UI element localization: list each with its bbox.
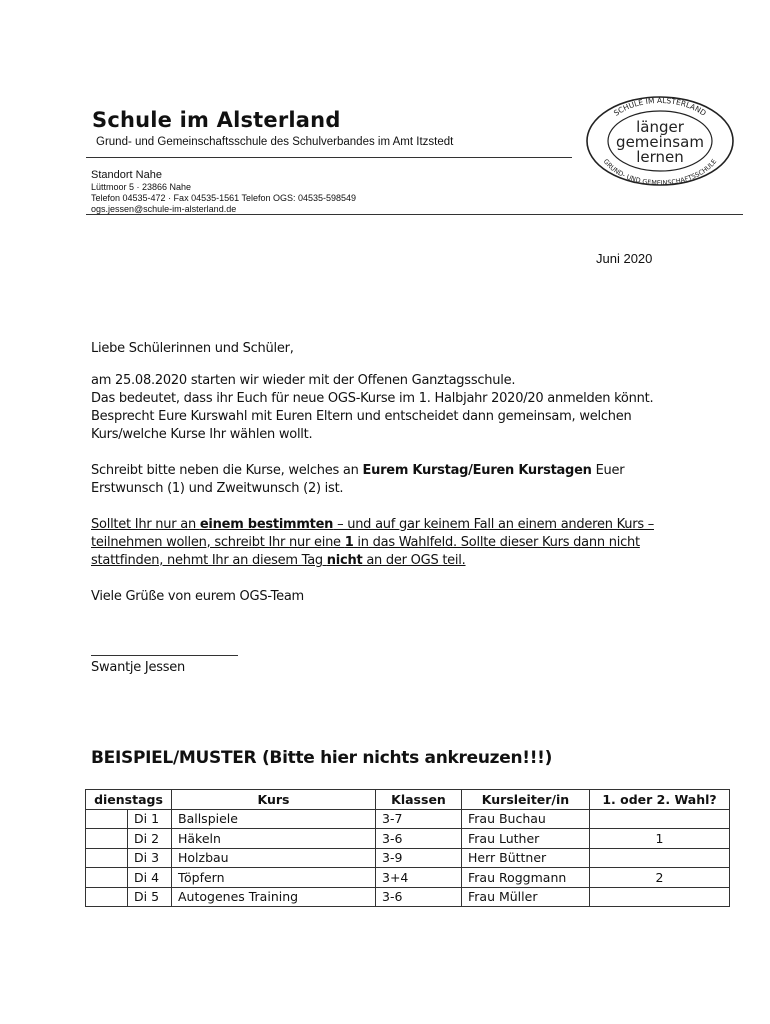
location-title: Standort Nahe (91, 169, 162, 181)
signature-name: Swantje Jessen (91, 660, 186, 675)
paragraph-line (91, 462, 681, 480)
text: an der OGS teil. (362, 553, 466, 568)
choice-cell: 2 (590, 868, 730, 888)
column-header-leader: Kursleiter/in (462, 790, 590, 810)
text: Schreibt bitte neben die Kurse, welches an (91, 463, 363, 478)
table-header-row (86, 790, 730, 810)
course-cell: Holzbau (172, 848, 376, 868)
column-header-choice: 1. oder 2. Wahl? (590, 790, 730, 810)
column-header-classes: Klassen (376, 790, 462, 810)
logo-line2: gemeinsam (616, 133, 704, 151)
paragraph-instructions (91, 462, 681, 498)
empty-cell (86, 829, 128, 849)
closing: Viele Grüße von eurem OGS-Team (91, 589, 304, 604)
empty-cell (86, 809, 128, 829)
paragraph-line: Kurs/welche Kurse Ihr wählen wollt. (91, 427, 313, 442)
leader-cell: Frau Luther (462, 829, 590, 849)
course-table (85, 789, 730, 907)
emphasis: nicht (326, 553, 363, 568)
choice-cell (590, 809, 730, 829)
school-name: Schule im Alsterland (92, 108, 341, 132)
day-cell: Di 4 (128, 868, 172, 888)
empty-cell (86, 887, 128, 907)
course-cell: Autogenes Training (172, 887, 376, 907)
choice-cell: 1 (590, 829, 730, 849)
paragraph-line: Erstwunsch (1) und Zweitwunsch (2) ist. (91, 481, 344, 496)
address: Lüttmoor 5 · 23866 Nahe (91, 182, 192, 192)
paragraph-line: Das bedeutet, dass ihr Euch für neue OGS-Kurse im 1. Halbjahr 2020/20 anmelden könnt. (91, 391, 654, 406)
paragraph-line: am 25.08.2020 starten wir wieder mit der Offenen Ganztagsschule. (91, 373, 516, 388)
leader-cell: Frau Müller (462, 887, 590, 907)
example-title: BEISPIEL/MUSTER (Bitte hier nichts ankreuzen!!!) (91, 748, 553, 768)
logo-line3: lernen (636, 148, 684, 166)
table-row (86, 887, 730, 907)
letter-date: Juni 2020 (596, 251, 653, 266)
location-block (91, 170, 356, 215)
day-cell: Di 2 (128, 829, 172, 849)
table-row (86, 868, 730, 888)
salutation: Liebe Schülerinnen und Schüler, (91, 341, 294, 356)
table-row (86, 829, 730, 849)
text: in das Wahlfeld. Sollte dieser Kurs dann nicht (353, 535, 640, 550)
column-header-course: Kurs (172, 790, 376, 810)
text: stattfinden, nehmt Ihr an diesem Tag (91, 553, 327, 568)
paragraph-line (91, 534, 681, 552)
logo-top-text: SCHULE IM ALSTERLAND (612, 95, 708, 118)
classes-cell: 3-6 (376, 829, 462, 849)
paragraph-intro (91, 372, 681, 444)
text: Solltet Ihr nur an (91, 517, 200, 532)
column-header-day: dienstags (86, 790, 172, 810)
paragraph-notice (91, 516, 681, 570)
paragraph-line: Besprecht Eure Kurswahl mit Euren Eltern und entscheidet dann gemeinsam, welchen (91, 409, 632, 424)
classes-cell: 3-6 (376, 887, 462, 907)
classes-cell: 3+4 (376, 868, 462, 888)
emphasis: 1 (344, 535, 354, 550)
address-divider (86, 214, 743, 215)
day-cell: Di 1 (128, 809, 172, 829)
choice-cell (590, 887, 730, 907)
text: teilnehmen wollen, schreibt Ihr nur eine (91, 535, 345, 550)
paragraph-line (91, 516, 681, 534)
classes-cell: 3-7 (376, 809, 462, 829)
empty-cell (86, 848, 128, 868)
svg-text:SCHULE IM ALSTERLAND (612, 96, 708, 118)
logo-line1: länger (636, 118, 684, 136)
table-row (86, 809, 730, 829)
header-divider (86, 157, 572, 158)
emphasis: einem bestimmten (199, 517, 334, 532)
classes-cell: 3-9 (376, 848, 462, 868)
empty-cell (86, 868, 128, 888)
table-row (86, 848, 730, 868)
choice-cell (590, 848, 730, 868)
school-logo (584, 95, 736, 187)
email: ogs.jessen@schule-im-alsterland.de (91, 204, 237, 214)
text: Euer (591, 463, 625, 478)
logo-bottom-text: GRUND- UND GEMEINSCHAFTSSCHULE (601, 157, 719, 187)
phone: Telefon 04535-472 · Fax 04535-1561 Telefon OGS: 04535-598549 (91, 193, 357, 203)
day-cell: Di 3 (128, 848, 172, 868)
course-cell: Häkeln (172, 829, 376, 849)
day-cell: Di 5 (128, 887, 172, 907)
paragraph-line (91, 552, 681, 570)
emphasis: Eurem Kurstag/Euren Kurstagen (362, 463, 592, 478)
school-subtitle: Grund- und Gemeinschaftsschule des Schulverbandes im Amt Itzstedt (96, 136, 454, 148)
course-cell: Ballspiele (172, 809, 376, 829)
text: – und auf gar keinem Fall an einem anderen Kurs – (333, 517, 654, 532)
leader-cell: Frau Buchau (462, 809, 590, 829)
leader-cell: Herr Büttner (462, 848, 590, 868)
signature-line (91, 655, 238, 656)
leader-cell: Frau Roggmann (462, 868, 590, 888)
course-cell: Töpfern (172, 868, 376, 888)
